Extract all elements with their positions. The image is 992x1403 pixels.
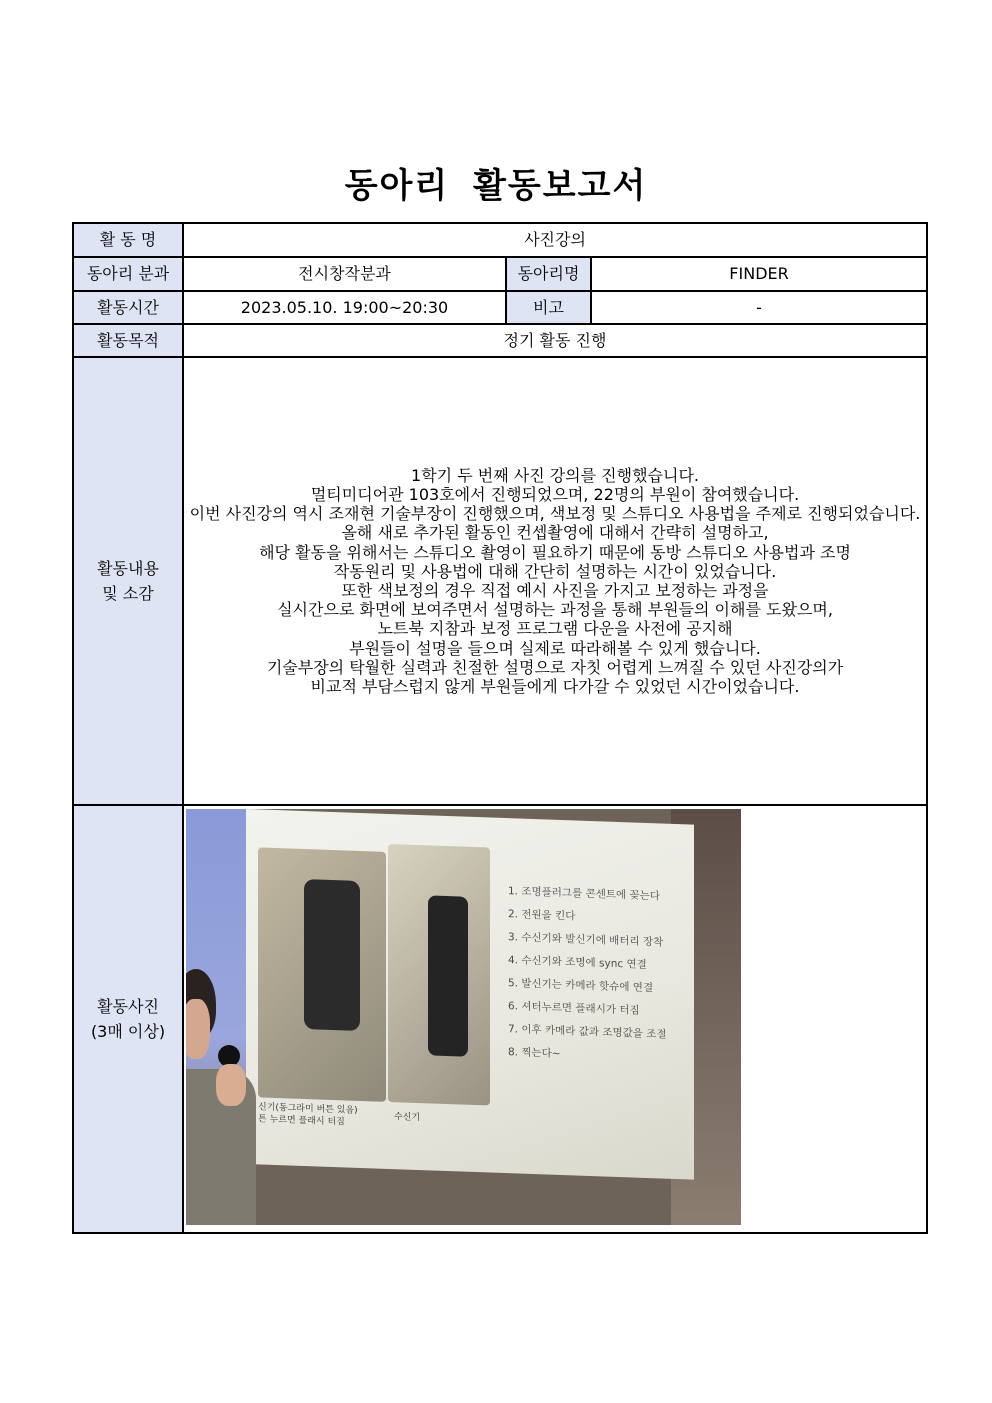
label-division: 동아리 분과 bbox=[73, 257, 183, 291]
value-club-name: FINDER bbox=[591, 257, 927, 291]
receiver-device bbox=[428, 895, 468, 1056]
content-line: 기술부장의 탁월한 실력과 친절한 설명으로 자칫 어렵게 느껴질 수 있던 사진강의가 bbox=[266, 657, 844, 677]
slide-step: 8. 찍는다~ bbox=[508, 1046, 561, 1060]
value-purpose: 정기 활동 진행 bbox=[183, 324, 927, 357]
page-title: 동아리 활동보고서 bbox=[344, 166, 648, 206]
content-line: 노트북 지참과 보정 프로그램 다운을 사전에 공지해 bbox=[377, 619, 733, 639]
slide-image-receiver bbox=[388, 844, 490, 1106]
label-photo-line2: (3매 이상) bbox=[90, 1022, 166, 1041]
slide-caption-right: 수신기 bbox=[394, 1112, 421, 1124]
content-line: 실시간으로 화면에 보여주면서 설명하는 과정을 통해 부원들의 이해를 도왔으며, bbox=[277, 600, 833, 620]
slide-step: 7. 이후 카메라 값과 조명값을 조절 bbox=[508, 1023, 667, 1041]
value-time: 2023.05.10. 19:00~20:30 bbox=[183, 291, 506, 324]
presenter-hand bbox=[216, 1064, 246, 1106]
content-line: 작동원리 및 사용법에 대해 간단히 설명하는 시간이 있었습니다. bbox=[333, 561, 777, 581]
row-content bbox=[73, 357, 927, 805]
content-line: 부원들이 설명을 들으며 실제로 따라해볼 수 있게 했습니다. bbox=[349, 638, 761, 658]
label-content-line2: 및 소감 bbox=[102, 584, 154, 603]
value-division: 전시창작분과 bbox=[183, 257, 506, 291]
label-content-line1: 활동내용 bbox=[97, 558, 159, 578]
label-club-name: 동아리명 bbox=[506, 257, 591, 291]
content-line: 비교적 부담스럽지 않게 부원들에게 다가갈 수 있었던 시간이었습니다. bbox=[310, 676, 800, 696]
slide-image-transmitter bbox=[258, 847, 386, 1101]
content-line: 또한 색보정의 경우 직접 예시 사진을 가지고 보정하는 과정을 bbox=[341, 581, 769, 600]
slide-caption-left-2: 튼 누르면 플래시 터짐 bbox=[258, 1114, 345, 1128]
slide-caption-left bbox=[258, 1101, 358, 1128]
content-line: 멀티미디어관 103호에서 진행되었으며, 22명의 부원이 참여했습니다. bbox=[310, 485, 800, 505]
content-line: 올해 새로 추가된 활동인 컨셉촬영에 대해서 간략히 설명하고, bbox=[341, 523, 769, 543]
report-table bbox=[72, 222, 928, 1234]
slide-step: 1. 조명플러그를 콘센트에 꽂는다 bbox=[508, 885, 660, 903]
row-activity-name bbox=[73, 223, 927, 257]
slide-step: 6. 셔터누르면 플래시가 터짐 bbox=[508, 1000, 640, 1017]
label-content bbox=[73, 357, 183, 805]
transmitter-device bbox=[304, 879, 360, 1031]
row-time bbox=[73, 291, 927, 324]
slide-step: 5. 발신기는 카메라 핫슈에 연결 bbox=[508, 977, 654, 995]
slide-step: 2. 전원을 킨다 bbox=[508, 908, 576, 923]
slide-step: 3. 수신기와 발신기에 배터리 장착 bbox=[508, 931, 664, 949]
label-photo-line1: 활동사진 bbox=[97, 996, 159, 1016]
label-photo bbox=[73, 805, 183, 1233]
projector-screen bbox=[246, 809, 694, 1180]
content-body bbox=[183, 357, 927, 805]
photo-cell bbox=[183, 805, 927, 1233]
content-line: 1학기 두 번째 사진 강의를 진행했습니다. bbox=[411, 465, 700, 485]
presenter-face bbox=[186, 999, 210, 1059]
row-photo bbox=[73, 805, 927, 1233]
label-purpose: 활동목적 bbox=[73, 324, 183, 357]
content-line: 이번 사진강의 역시 조재현 기술부장이 진행했으며, 색보정 및 스튜디오 사용법을 주제로 진행되었습니다. bbox=[189, 504, 921, 524]
value-activity-name: 사진강의 bbox=[183, 223, 927, 257]
label-activity-name: 활 동 명 bbox=[73, 223, 183, 257]
row-purpose bbox=[73, 324, 927, 357]
slide-steps bbox=[508, 880, 667, 1070]
label-remarks: 비고 bbox=[506, 291, 591, 324]
slide-step: 4. 수신기와 조명에 sync 연결 bbox=[508, 954, 647, 971]
value-remarks: - bbox=[591, 291, 927, 324]
activity-photo bbox=[186, 809, 741, 1225]
content-line: 해당 활동을 위해서는 스튜디오 촬영이 필요하기 때문에 동방 스튜디오 사용법과 조명 bbox=[259, 542, 851, 562]
row-division bbox=[73, 257, 927, 291]
slide-caption-left-1: 신기(동그라미 버튼 있음) bbox=[258, 1102, 358, 1116]
label-time: 활동시간 bbox=[73, 291, 183, 324]
